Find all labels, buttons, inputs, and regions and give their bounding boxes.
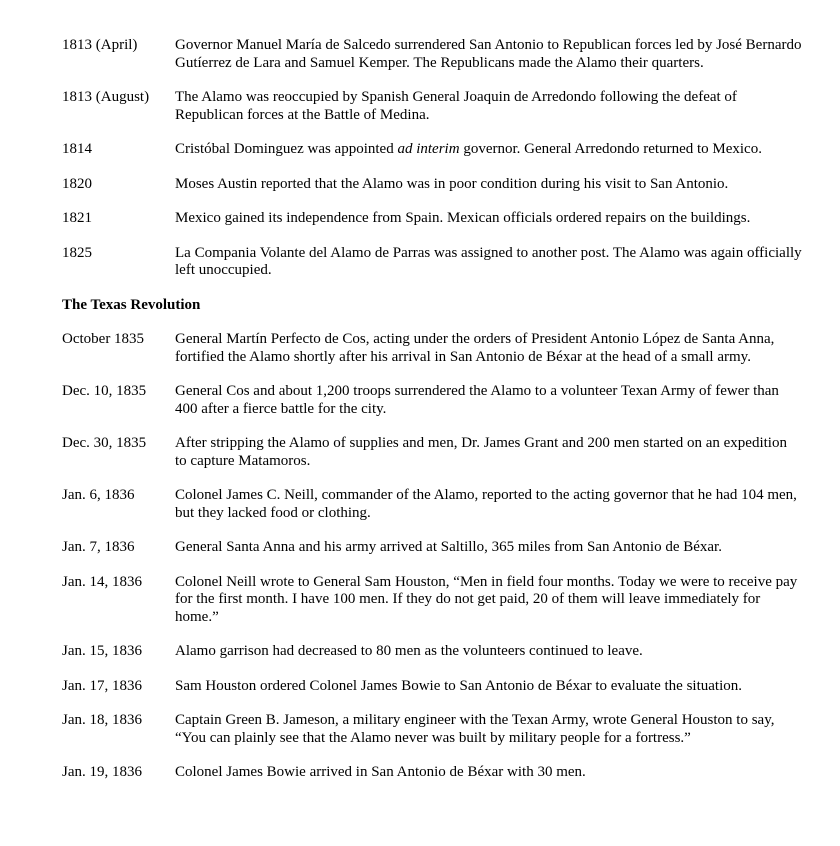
entry-date: 1814: [62, 141, 92, 157]
entry-description: General Martín Perfecto de Cos, acting under the orders of President Antonio López de Santa Anna, fortified the Alamo shortly after his arrival in San Antonio de Béxar at the head of a small army.: [175, 331, 775, 365]
entry-description: After stripping the Alamo of supplies and men, Dr. James Grant and 200 men started on an expedition to capture Matamoros.: [175, 435, 787, 469]
timeline-entry: [62, 383, 802, 418]
entry-description: General Santa Anna and his army arrived at Saltillo, 365 miles from San Antonio de Béxar.: [175, 539, 722, 555]
entry-description: Mexico gained its independence from Spain. Mexican officials ordered repairs on the buildings.: [175, 210, 751, 226]
timeline-entry: [62, 643, 802, 661]
entry-date: Jan. 14, 1836: [62, 573, 142, 590]
entry-description: Colonel James Bowie arrived in San Antonio de Béxar with 30 men.: [175, 764, 586, 780]
section-heading: The Texas Revolution: [62, 296, 201, 313]
entry-date: Jan. 6, 1836: [62, 487, 135, 503]
entry-description: [175, 141, 802, 159]
entry-text-part: governor. General Arredondo returned to Mexico.: [459, 141, 762, 157]
timeline-entry: [62, 678, 802, 696]
entry-date: Jan. 19, 1836: [62, 764, 142, 780]
timeline-entry: [62, 435, 802, 470]
entry-description: Sam Houston ordered Colonel James Bowie to San Antonio de Béxar to evaluate the situation.: [175, 677, 742, 694]
entry-date: Jan. 17, 1836: [62, 677, 142, 694]
entry-date: Dec. 10, 1835: [62, 383, 147, 399]
entry-date: 1813 (April): [62, 37, 138, 53]
timeline-entry: [62, 210, 802, 228]
timeline-entry: [62, 712, 802, 747]
entry-description: The Alamo was reoccupied by Spanish General Joaquin de Arredondo following the defeat of Republican forces at the Battle of Medina.: [175, 89, 737, 123]
timeline-entry: [62, 574, 802, 627]
timeline-entry: [62, 764, 802, 782]
entry-description: Colonel Neill wrote to General Sam Houston, “Men in field four months. Today we were to receive pay for the first month. I have 100 men. If they do not get paid, 20 of them will leave immediately for home.”: [175, 573, 798, 625]
entry-date: Jan. 7, 1836: [62, 539, 135, 555]
italic-term: ad interim: [397, 141, 460, 157]
entry-description: Moses Austin reported that the Alamo was in poor condition during his visit to San Antonio.: [175, 175, 729, 192]
timeline-entry: [62, 539, 802, 557]
document-page: [62, 37, 802, 782]
timeline-entry: [62, 245, 802, 280]
entry-description: La Compania Volante del Alamo de Parras was assigned to another post. The Alamo was again officially left unoccupied.: [175, 244, 802, 278]
entry-date: Dec. 30, 1835: [62, 435, 147, 451]
entry-description: General Cos and about 1,200 troops surrendered the Alamo to a volunteer Texan Army of fewer than 400 after a fierce battle for the city.: [175, 383, 779, 417]
timeline-entry: [62, 331, 802, 366]
entry-description: Colonel James C. Neill, commander of the Alamo, reported to the acting governor that he had 104 men, but they lacked food or clothing.: [175, 487, 797, 521]
entry-date: 1821: [62, 210, 92, 226]
timeline-entry: [62, 89, 802, 124]
entry-text-part: Cristóbal Dominguez was appointed: [175, 141, 398, 157]
entry-date: October 1835: [62, 331, 145, 347]
timeline-entry: [62, 141, 802, 159]
entry-description: Governor Manuel María de Salcedo surrendered San Antonio to Republican forces led by José Bernardo Gutíerrez de Lara and Samuel Kemper. The Republicans made the Alamo their quarters.: [175, 37, 802, 71]
timeline-entry: [62, 176, 802, 194]
timeline-entry: [62, 487, 802, 522]
entry-date: 1820: [62, 175, 92, 192]
entry-date: Jan. 15, 1836: [62, 643, 142, 659]
entry-date: Jan. 18, 1836: [62, 712, 142, 728]
entry-date: 1825: [62, 244, 92, 261]
entry-date: 1813 (August): [62, 89, 150, 105]
entry-description: Captain Green B. Jameson, a military engineer with the Texan Army, wrote General Houston to say, “You can plainly see that the Alamo never was built by military people for a fortress.”: [175, 712, 775, 746]
entry-description: Alamo garrison had decreased to 80 men as the volunteers continued to leave.: [175, 643, 643, 659]
timeline-entry: [62, 37, 802, 72]
